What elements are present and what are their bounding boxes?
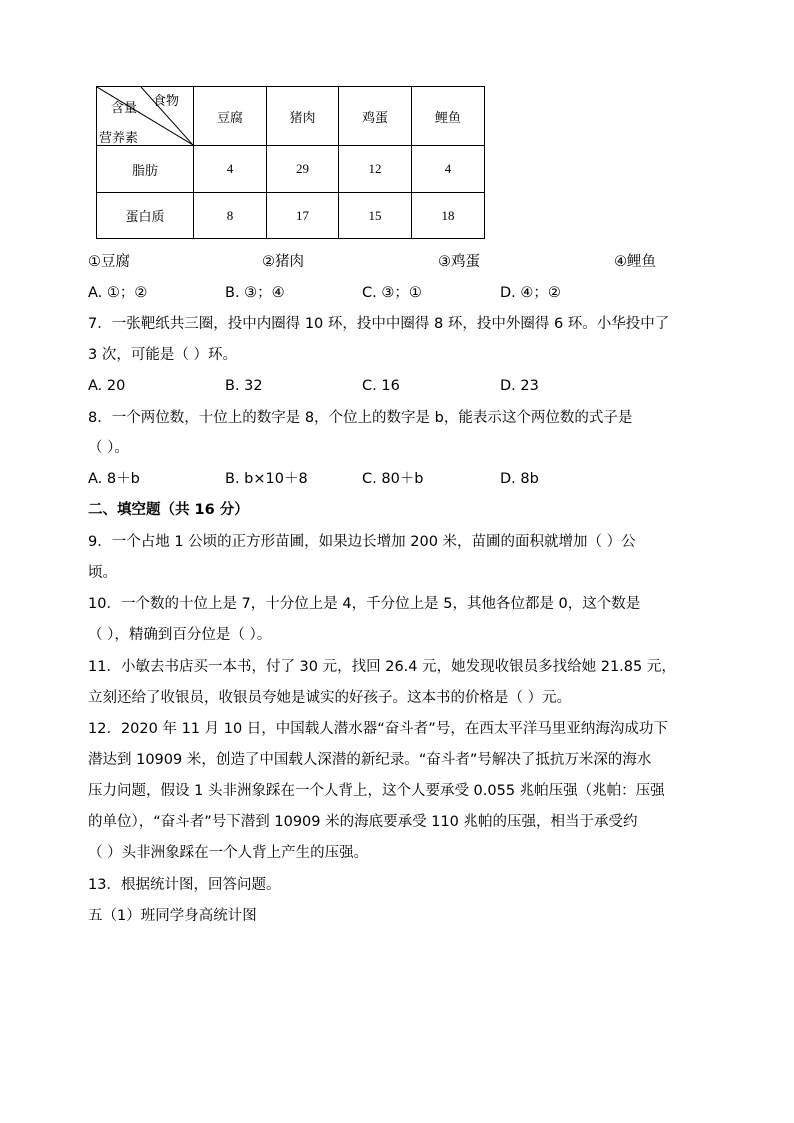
q9-text-line2: 顷。 <box>88 565 117 581</box>
column-header: 鸡蛋 <box>339 87 412 146</box>
q11-text-line1: 11．小敏去书店买一本书，付了 30 元，找回 26.4 元，她发现收银员多找给她 21.85 元， <box>88 659 676 675</box>
q8-text-line1: 8．一个两位数，十位上的数字是 8，个位上的数字是 b，能表示这个两位数的式子是 <box>88 410 633 426</box>
table-row <box>97 193 485 239</box>
q6-item: ①豆腐 <box>88 254 130 270</box>
q6-item: ③鸡蛋 <box>438 254 480 270</box>
q12-text-line4: 的单位），“奋斗者”号下潜到 10909 米的海底要承受 110 兆帕的压强，相当于承受约 <box>88 814 638 830</box>
q12-text-line5: （ ）头非洲象踩在一个人背上产生的压强。 <box>88 845 369 861</box>
column-header: 鲤鱼 <box>412 87 485 146</box>
section-title: 二、填空题（共 16 分） <box>88 502 249 518</box>
table-cell: 4 <box>412 146 485 193</box>
q8-option-a: A. 8＋b <box>88 471 140 487</box>
table-cell: 8 <box>194 193 267 239</box>
nutrition-table <box>96 86 485 239</box>
column-header: 豆腐 <box>194 87 267 146</box>
corner-label-content: 含量 <box>111 101 138 116</box>
q6-option-b: B. ③；④ <box>225 285 285 301</box>
q7-text-line1: 7．一张靶纸共三圈，投中内圈得 10 环，投中中圈得 8 环，投中外圈得 6 环。小华投中了 <box>88 316 670 332</box>
q9-text-line1: 9．一个占地 1 公顷的正方形苗圃，如果边长增加 200 米，苗圃的面积就增加（ ）公 <box>88 534 636 550</box>
q12-text-line2: 潜达到 10909 米，创造了中国载人深潜的新纪录。“奋斗者”号解决了抵抗万米深的海水 <box>88 752 652 768</box>
q7-option-b: B. 32 <box>225 378 263 394</box>
table-cell: 15 <box>339 193 412 239</box>
q7-option-c: C. 16 <box>362 378 400 394</box>
q6-option-d: D. ④；② <box>500 285 561 301</box>
q8-text-line2: （ ）。 <box>88 440 129 456</box>
table-cell: 29 <box>267 146 339 193</box>
q8-option-d: D. 8b <box>500 471 539 487</box>
q10-text-line1: 10．一个数的十位上是 7，十分位上是 4，千分位上是 5，其他各位都是 0，这个数是 <box>88 596 641 612</box>
q12-text-line1: 12．2020 年 11 月 10 日，中国载人潜水器“奋斗者”号，在西太平洋马里亚纳海沟成功下 <box>88 721 668 737</box>
q6-item: ④鲤鱼 <box>614 254 656 270</box>
q11-text-line2: 立刻还给了收银员，收银员夸她是诚实的好孩子。这本书的价格是（ ）元。 <box>88 690 572 706</box>
table-cell: 4 <box>194 146 267 193</box>
q8-option-b: B. b×10＋8 <box>225 471 308 487</box>
q6-option-a: A. ①；② <box>88 285 148 301</box>
corner-label-food: 食物 <box>153 94 180 109</box>
table-cell: 12 <box>339 146 412 193</box>
q7-option-a: A. 20 <box>88 378 126 394</box>
q13-text: 13．根据统计图，回答问题。 <box>88 877 281 893</box>
table-cell: 18 <box>412 193 485 239</box>
corner-label-nutrient: 营养素 <box>99 131 139 146</box>
q7-option-d: D. 23 <box>500 378 539 394</box>
column-header: 猪肉 <box>267 87 339 146</box>
chart-caption: 五（1）班同学身高统计图 <box>88 908 257 924</box>
q12-text-line3: 压力问题，假设 1 头非洲象踩在一个人背上，这个人要承受 0.055 兆帕压强（兆帕：压强 <box>88 783 665 799</box>
table-corner-header <box>97 87 194 146</box>
q6-item: ②猪肉 <box>262 254 304 270</box>
q7-text-line2: 3 次，可能是（ ）环。 <box>88 347 237 363</box>
row-header: 蛋白质 <box>97 193 194 239</box>
table-cell: 17 <box>267 193 339 239</box>
q8-option-c: C. 80＋b <box>362 471 424 487</box>
q10-text-line2: （ ），精确到百分位是（ ）。 <box>88 627 272 643</box>
row-header: 脂肪 <box>97 146 194 193</box>
table-row <box>97 146 485 193</box>
q6-option-c: C. ③；① <box>362 285 422 301</box>
